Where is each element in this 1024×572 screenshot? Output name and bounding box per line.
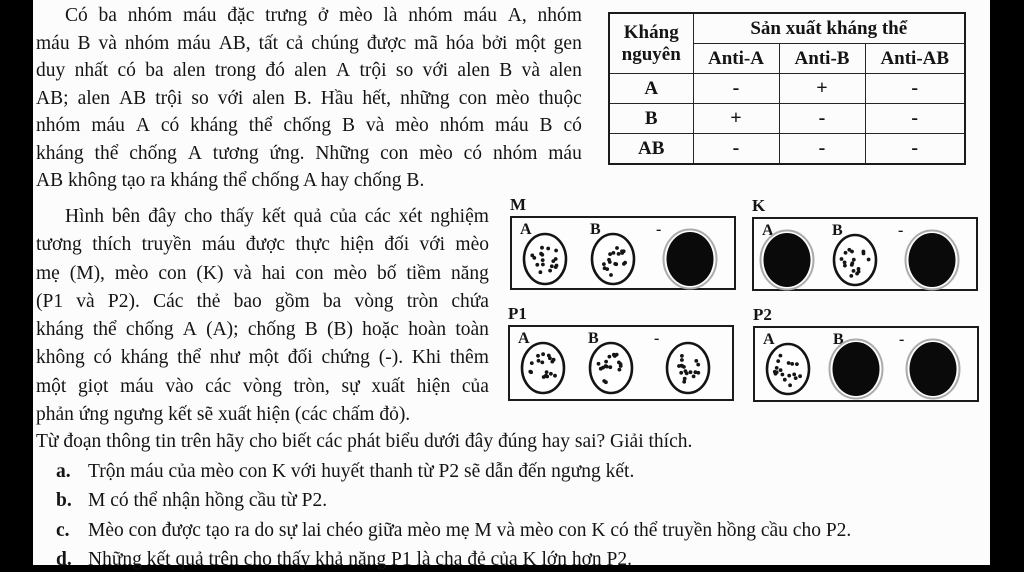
panel-box [753, 326, 979, 402]
panel-box [508, 325, 734, 401]
table-cell: - [865, 134, 965, 165]
statement-b [56, 486, 851, 515]
black-bar-left [0, 0, 33, 572]
agglutinated-well-icon [514, 336, 572, 400]
table-cell: + [779, 74, 865, 104]
well-label: - [899, 331, 905, 348]
production-header-cell: Sản xuất kháng thể [693, 13, 965, 44]
statement-marker: b. [56, 490, 72, 512]
panel-label: P2 [753, 305, 772, 324]
text-line: Hình bên đây cho thấy kết quả của các xét nghiệm [65, 206, 489, 227]
well-label: B [590, 221, 601, 238]
agglutinated-well-icon [584, 227, 642, 291]
intro-paragraph [36, 2, 582, 195]
statement-text: Trộn máu của mèo con K với huyết thanh từ P2 sẽ dẫn đến ngưng kết. [88, 461, 635, 482]
uniform-blood-well-icon [904, 337, 962, 401]
table-row [609, 134, 965, 165]
black-bar-right [990, 0, 1024, 572]
uniform-blood-well-icon [758, 228, 816, 292]
statement-text: Những kết quả trên cho thấy khả năng P1 là cha đẻ của K lớn hơn P2. [88, 548, 633, 570]
table-cell: - [779, 104, 865, 134]
row-header-antigen-ab: AB [609, 134, 693, 165]
text-line: mẹ (M), mèo con (K) và hai con mèo bố tiềm năng [36, 262, 489, 284]
panel-label: K [752, 196, 766, 215]
text-line: kháng thể chống A (A); chống B (B) hoặc hoàn toàn [36, 319, 489, 341]
well-label: B [833, 331, 844, 348]
agglutinated-well-icon [516, 227, 574, 291]
agglutinated-well-icon [582, 336, 640, 400]
statement-marker: a. [56, 461, 71, 482]
table-cell: - [865, 74, 965, 104]
table-cell: - [779, 134, 865, 165]
statement-text: Mèo con được tạo ra do sự lai chéo giữa mèo mẹ M và mèo con K có thể truyền hồng cầu cho P2. [88, 519, 852, 541]
statement-marker: d. [56, 548, 72, 570]
agglutinated-well-icon [826, 228, 884, 292]
table-cell: - [693, 74, 779, 104]
statement-text: M có thể nhận hồng cầu từ P2. [88, 490, 328, 512]
text-line: không có kháng thể như một đối chứng (-). Khi thêm [36, 347, 489, 369]
antibody-production-table [608, 12, 966, 165]
uniform-blood-well-icon [827, 337, 885, 401]
panel-label: P1 [508, 304, 527, 323]
table-cell: + [693, 104, 779, 134]
statement-c [56, 516, 851, 545]
uniform-blood-well-icon [661, 227, 719, 291]
well-label: - [656, 221, 662, 238]
statements-list [56, 457, 851, 572]
table-cell: - [693, 134, 779, 165]
text-line: kháng thể chống A tương ứng. Những con mèo có nhóm máu [36, 142, 582, 164]
well-label: A [763, 331, 775, 348]
text-line: duy nhất có ba alen trong đó alen A trội so với alen B và alen [36, 60, 582, 81]
text-line: nhóm máu A có kháng thể chống B và mèo nhóm máu B có [36, 115, 582, 136]
column-header-anti-a: Anti-A [693, 44, 779, 74]
test-panel-p2 [753, 305, 979, 402]
test-panel-k [752, 196, 978, 291]
well-label: - [654, 330, 660, 347]
well-label: A [520, 221, 532, 238]
table-cell: - [865, 104, 965, 134]
test-panel-p1 [508, 304, 734, 401]
well-label: A [518, 330, 530, 347]
test-panel-m [510, 195, 736, 290]
panel-box [752, 217, 978, 291]
statement-a [56, 457, 851, 486]
question-prompt: Từ đoạn thông tin trên hãy cho biết các phát biểu dưới đây đúng hay sai? Giải thích. [36, 431, 693, 452]
text-line: máu B và nhóm máu AB, tất cả chúng được mã hóa bởi một gen [36, 32, 582, 54]
text-line: AB không tạo ra kháng thể chống A hay chống B. [36, 170, 425, 191]
statement-marker: c. [56, 519, 70, 541]
table-row [609, 74, 965, 104]
text-line: tương thích truyền máu được thực hiện đối với mèo [36, 234, 489, 256]
well-label: B [588, 330, 599, 347]
column-header-anti-b: Anti-B [779, 44, 865, 74]
row-header-antigen-b: B [609, 104, 693, 134]
statement-d [56, 545, 851, 572]
text-line: phản ứng ngưng kết sẽ xuất hiện (các chấm đỏ). [36, 404, 411, 426]
row-header-antigen-a: A [609, 74, 693, 104]
figure-description-paragraph [36, 203, 489, 429]
text-line: một giọt máu vào các vòng tròn, sự xuất hiện của [36, 375, 489, 397]
well-label: B [832, 222, 843, 239]
panel-box [510, 216, 736, 290]
agglutinated-well-icon [759, 337, 817, 401]
column-header-anti-ab: Anti-AB [865, 44, 965, 74]
antigen-header-cell: Kháng nguyên [609, 13, 693, 74]
agglutinated-well-icon [659, 336, 717, 400]
well-label: A [762, 222, 774, 239]
panel-label: M [510, 195, 527, 214]
text-line: (P1 và P2). Các thẻ bao gồm ba vòng tròn chứa [36, 290, 489, 312]
text-line: Có ba nhóm máu đặc trưng ở mèo là nhóm máu A, nhóm [65, 5, 582, 26]
table-row [609, 104, 965, 134]
well-label: - [898, 222, 904, 239]
uniform-blood-well-icon [903, 228, 961, 292]
text-line: AB; alen AB trội so với alen B. Hầu hết, những con mèo thuộc [36, 87, 582, 109]
